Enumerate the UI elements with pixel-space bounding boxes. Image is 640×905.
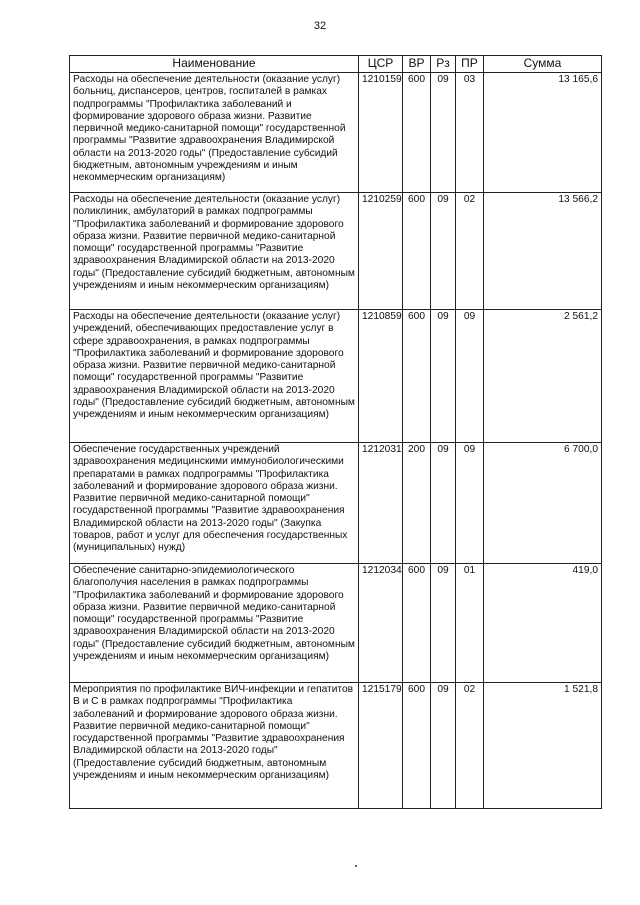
cell-name: Обеспечение государственных учреждений здравоохранения медицинскими иммунобиологическими препаратами в рамках подпрограммы "Профилактика заболеваний и формирование здорового образа жизни. Развитие первичной медико-санитарной помощи" государственной программы "Развитие здравоохранения Владимирской области на 2013-2020 годы" (Закупка товаров, работ и услуг для обеспечения государственных (муниципальных) нужд) (70, 443, 359, 564)
scan-speck (355, 865, 357, 867)
cell-vr: 600 (403, 564, 431, 683)
cell-rz: 09 (431, 193, 456, 310)
header-rz: Рз (431, 56, 456, 73)
cell-vr: 600 (403, 193, 431, 310)
cell-name: Расходы на обеспечение деятельности (оказание услуг) больниц, диспансеров, центров, госпиталей в рамках подпрограммы "Профилактика заболеваний и формирование здорового образа жизни. Развитие первичной медико-санитарной помощи" государственной программы "Развитие здравоохранения Владимирской области на 2013-2020 годы" (Предоставление субсидий бюджетным, автономным учреждениям и иным некоммерческим организациям) (70, 73, 359, 193)
cell-name: Обеспечение санитарно-эпидемиологического благополучия населения в рамках подпрограммы "Профилактика заболеваний и формирование здорового образа жизни. Развитие первичной медико-санитарной помощи" государственной программы "Развитие здравоохранения Владимирской области на 2013-2020 годы" (Предоставление субсидий бюджетным, автономным учреждениям и иным некоммерческим организациям) (70, 564, 359, 683)
cell-rz: 09 (431, 443, 456, 564)
cell-csr: 1210859 (359, 310, 403, 443)
cell-name: Мероприятия по профилактике ВИЧ-инфекции и гепатитов В и С в рамках подпрограммы "Профилактика заболеваний и формирование здорового образа жизни. Развитие первичной медико-санитарной помощи" государственной программы "Развитие здравоохранения Владимирской области на 2013-2020 годы" (Предоставление субсидий бюджетным, автономным учреждениям и иным некоммерческим организациям) (70, 683, 359, 809)
cell-pr: 09 (456, 310, 484, 443)
cell-pr: 09 (456, 443, 484, 564)
table-row (70, 73, 602, 193)
header-sum: Сумма (484, 56, 602, 73)
cell-pr: 03 (456, 73, 484, 193)
table-row (70, 310, 602, 443)
cell-name: Расходы на обеспечение деятельности (оказание услуг) учреждений, обеспечивающих предоставление услуг в сфере здравоохранения, в рамках подпрограммы "Профилактика заболеваний и формирование здорового образа жизни. Развитие первичной медико-санитарной помощи" государственной программы "Развитие здравоохранения Владимирской области на 2013-2020 годы" (Предоставление субсидий бюджетным, автономным учреждениям и иным некоммерческим организациям) (70, 310, 359, 443)
table-row (70, 193, 602, 310)
cell-csr: 1210159 (359, 73, 403, 193)
table-row (70, 443, 602, 564)
header-pr: ПР (456, 56, 484, 73)
cell-rz: 09 (431, 310, 456, 443)
cell-pr: 01 (456, 564, 484, 683)
header-name: Наименование (70, 56, 359, 73)
cell-vr: 600 (403, 73, 431, 193)
cell-csr: 1210259 (359, 193, 403, 310)
cell-pr: 02 (456, 193, 484, 310)
cell-csr: 1215179 (359, 683, 403, 809)
budget-table (69, 55, 602, 809)
table-row (70, 683, 602, 809)
cell-rz: 09 (431, 683, 456, 809)
cell-pr: 02 (456, 683, 484, 809)
cell-sum: 1 521,8 (484, 683, 602, 809)
cell-vr: 600 (403, 683, 431, 809)
cell-sum: 2 561,2 (484, 310, 602, 443)
cell-sum: 419,0 (484, 564, 602, 683)
cell-csr: 1212031 (359, 443, 403, 564)
table-header-row (70, 56, 602, 73)
cell-rz: 09 (431, 564, 456, 683)
table-row (70, 564, 602, 683)
header-csr: ЦСР (359, 56, 403, 73)
cell-vr: 600 (403, 310, 431, 443)
cell-sum: 13 165,6 (484, 73, 602, 193)
cell-vr: 200 (403, 443, 431, 564)
cell-csr: 1212034 (359, 564, 403, 683)
cell-sum: 6 700,0 (484, 443, 602, 564)
header-vr: ВР (403, 56, 431, 73)
page-number: 32 (313, 20, 327, 32)
cell-name: Расходы на обеспечение деятельности (оказание услуг) поликлиник, амбулаторий в рамках подпрограммы "Профилактика заболеваний и формирование здорового образа жизни. Развитие первичной медико-санитарной помощи" государственной программы "Развитие здравоохранения Владимирской области на 2013-2020 годы" (Предоставление субсидий бюджетным, автономным учреждениям и иным некоммерческим организациям) (70, 193, 359, 310)
cell-sum: 13 566,2 (484, 193, 602, 310)
cell-rz: 09 (431, 73, 456, 193)
